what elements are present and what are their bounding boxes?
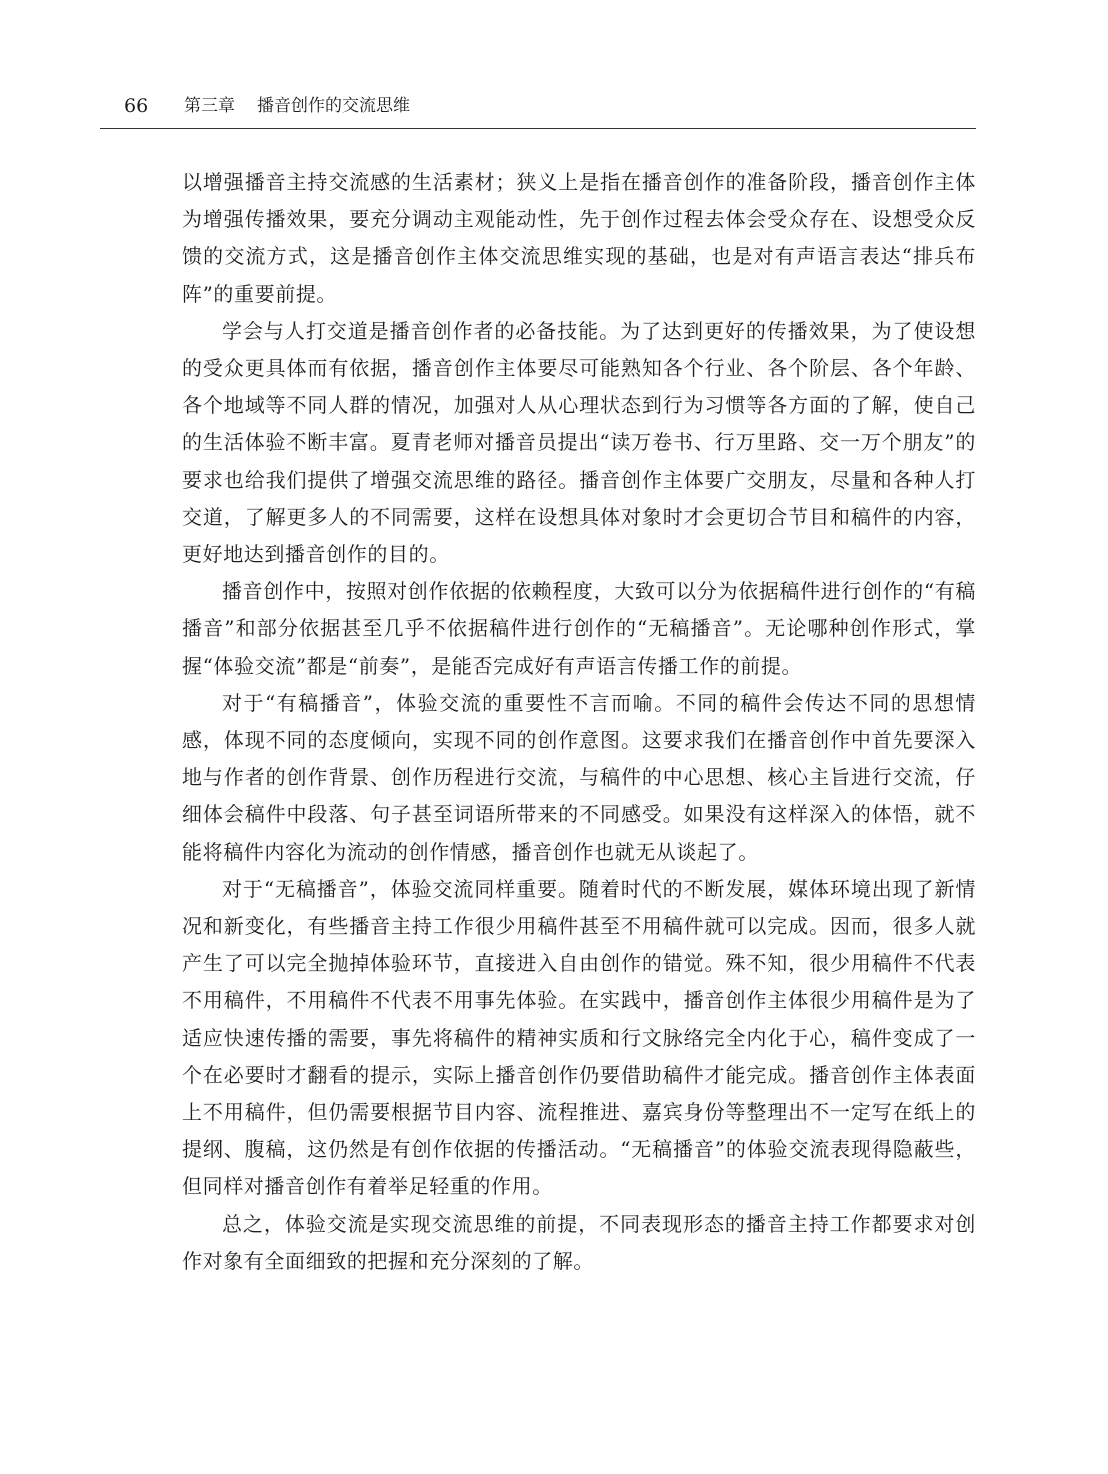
paragraph: 总之，体验交流是实现交流思维的前提，不同表现形态的播音主持工作都要求对创作对象有全面细致的把握和充分深刻的了解。: [182, 1211, 976, 1273]
page-number: 66: [124, 95, 149, 117]
page-header: [100, 84, 976, 129]
paragraph: 对于“有稿播音”，体验交流的重要性不言而喻。不同的稿件会传达不同的思想情感，体现不同的态度倾向，实现不同的创作意图。这要求我们在播音创作中首先要深入地与作者的创作背景、创作历程进行交流，与稿件的中心思想、核心主旨进行交流，仔细体会稿件中段落、句子甚至词语所带来的不同感受。如果没有这样深入的体悟，就不能将稿件内容化为流动的创作情感，播音创作也就无从谈起了。: [182, 690, 976, 864]
paragraph: 学会与人打交道是播音创作者的必备技能。为了达到更好的传播效果，为了使设想的受众更具体而有依据，播音创作主体要尽可能熟知各个行业、各个阶层、各个年龄、各个地域等不同人群的情况，加强对人从心理状态到行为习惯等各方面的了解，使自己的生活体验不断丰富。夏青老师对播音员提出“读万卷书、行万里路、交一万个朋友”的要求也给我们提供了增强交流思维的路径。播音创作主体要广交朋友，尽量和各种人打交道，了解更多人的不同需要，这样在设想具体对象时才会更切合节目和稿件的内容，更好地达到播音创作的目的。: [182, 318, 976, 567]
body-text: [182, 164, 976, 1280]
chapter-title: 播音创作的交流思维: [257, 96, 410, 116]
running-head: [184, 92, 410, 120]
paragraph: 对于“无稿播音”，体验交流同样重要。随着时代的不断发展，媒体环境出现了新情况和新变化，有些播音主持工作很少用稿件甚至不用稿件就可以完成。因而，很多人就产生了可以完全抛掉体验环节，直接进入自由创作的错觉。殊不知，很少用稿件不代表不用稿件，不用稿件不代表不用事先体验。在实践中，播音创作主体很少用稿件是为了适应快速传播的需要，事先将稿件的精神实质和行文脉络完全内化于心，稿件变成了一个在必要时才翻看的提示，实际上播音创作仍要借助稿件才能完成。播音创作主体表面上不用稿件，但仍需要根据节目内容、流程推进、嘉宾身份等整理出不一定写在纸上的提纲、腹稿，这仍然是有创作依据的传播活动。“无稿播音”的体验交流表现得隐蔽些，但同样对播音创作有着举足轻重的作用。: [182, 876, 976, 1199]
paragraph: 播音创作中，按照对创作依据的依赖程度，大致可以分为依据稿件进行创作的“有稿播音”和部分依据甚至几乎不依据稿件进行创作的“无稿播音”。无论哪种创作形式，掌握“体验交流”都是“前奏”，是能否完成好有声语言传播工作的前提。: [182, 579, 976, 678]
paragraph: 以增强播音主持交流感的生活素材；狭义上是指在播音创作的准备阶段，播音创作主体为增强传播效果，要充分调动主观能动性，先于创作过程去体会受众存在、设想受众反馈的交流方式，这是播音创作主体交流思维实现的基础，也是对有声语言表达“排兵布阵”的重要前提。: [182, 170, 976, 306]
chapter-label: 第三章: [184, 96, 235, 116]
